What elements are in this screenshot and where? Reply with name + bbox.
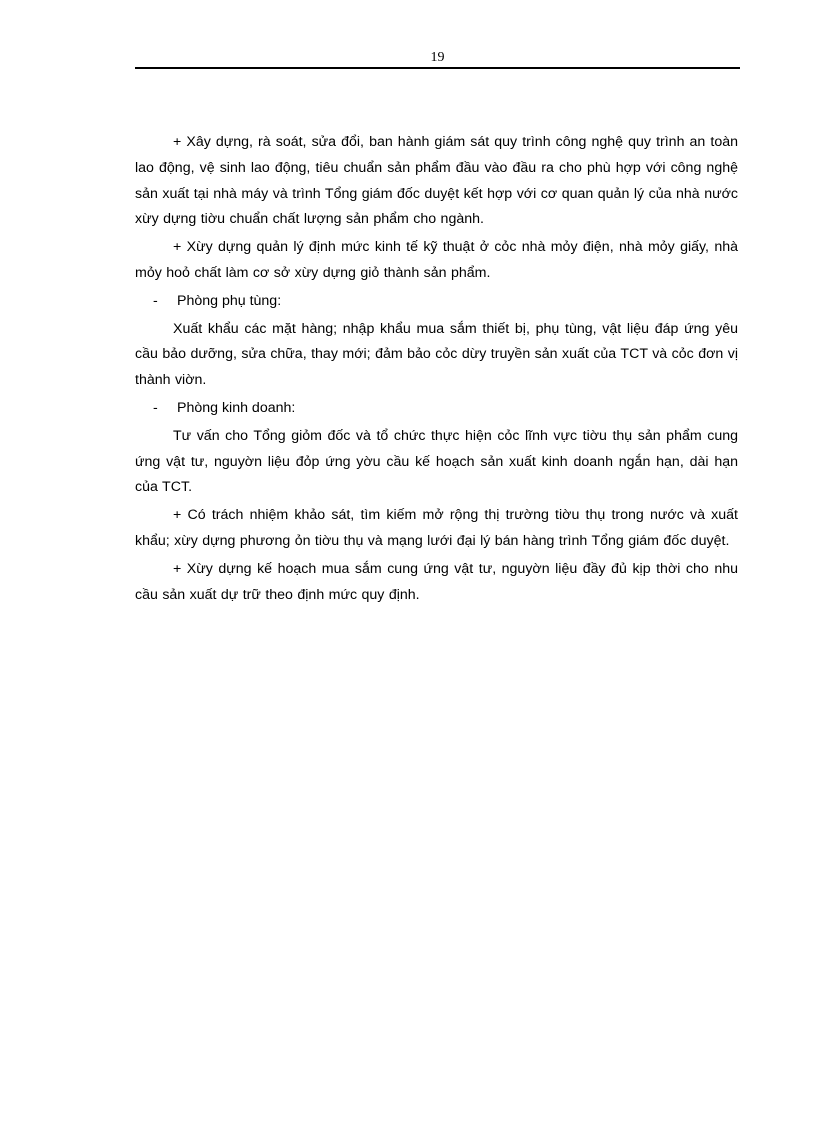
section-heading-label: Phòng phụ tùng: xyxy=(177,292,282,309)
paragraph-market-survey: + Có trách nhiệm khảo sát, tìm kiếm mở rộng thị trường tiờu thụ trong nước và xuất khẩu; xừy dựng phương ỏn tiờu thụ và mạng lưới đại lý bán hàng trình Tổng giám đốc duyệt. xyxy=(135,507,738,549)
paragraph-procurement-plan: + Xừy dựng kế hoạch mua sắm cung ứng vật tư, nguyờn liệu đầy đủ kịp thời cho nhu cầu sản xuất dự trữ theo định mức quy định. xyxy=(135,560,738,603)
paragraph-technical-procedures: + Xây dựng, rà soát, sửa đổi, ban hành giám sát quy trình công nghệ quy trình an toàn lao động, vệ sinh lao động, tiêu chuẩn sản phẩm đầu vào đầu ra cho phù hợp với công nghệ sản xuất tại nhà máy và trình Tổng giám đốc duyệt kết hợp với cơ quan quản lý của nhà nước xừy dựng tiờu chuẩn chất lượng sản phẩm cho ngành. xyxy=(135,134,738,228)
header-rule xyxy=(135,67,740,69)
document-body xyxy=(135,130,738,610)
paragraph-economic-norms: + Xừy dựng quản lý định mức kinh tế kỹ thuật ở cỏc nhà mỏy điện, nhà mỏy giấy, nhà mỏy hoỏ chất làm cơ sở xừy dựng giỏ thành sản phẩm. xyxy=(135,239,738,281)
section-heading-business xyxy=(135,396,738,422)
paragraph-consulting: Tư vấn cho Tổng giỏm đốc và tổ chức thực hiện cỏc lĩnh vực tiờu thụ sản phẩm cung ứng vật tư, nguyờn liệu đỏp ứng yờu cầu kế hoạch sản xuất kinh doanh ngắn hạn, dài hạn của TCT. xyxy=(135,427,738,496)
bullet-dash: - xyxy=(153,399,158,416)
section-heading-label: Phòng kinh doanh: xyxy=(177,399,296,416)
page-number: 19 xyxy=(430,50,445,65)
paragraph-import-export: Xuất khẩu các mặt hàng; nhập khẩu mua sắm thiết bị, phụ tùng, vật liệu đáp ứng yêu cầu bảo dưỡng, sửa chữa, thay mới; đảm bảo cỏc dừy truyền sản xuất của TCT và cỏc đơn vị thành viờn. xyxy=(135,320,738,389)
section-heading-spare-parts xyxy=(135,289,738,315)
bullet-dash: - xyxy=(153,292,158,309)
